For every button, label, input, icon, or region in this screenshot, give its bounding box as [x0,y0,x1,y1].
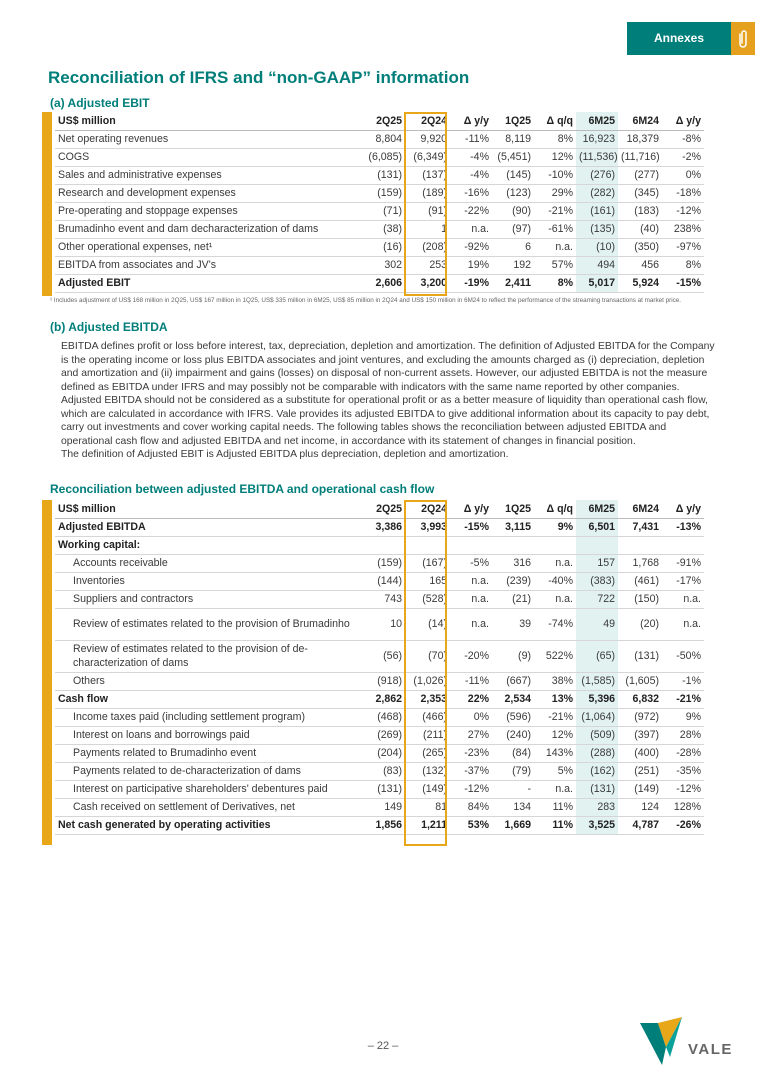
table-cell: 3,993 [405,518,450,536]
description-paragraph-2: The definition of Adjusted EBIT is Adjusted EBITDA plus depreciation, depletion and amortization. [61,449,509,460]
table-cell: (11,536) [576,148,618,166]
table-row [55,798,704,816]
table-cell: (97) [492,220,534,238]
table-cell: 9,920 [405,130,450,148]
table-cell: 316 [492,554,534,572]
table-cell: (1,605) [618,672,662,690]
table-row [55,708,704,726]
table-row [55,220,704,238]
row-label: Other operational expenses, net¹ [55,238,362,256]
table-cell: (239) [492,572,534,590]
column-header: 2Q24 [405,500,450,518]
table-cell: 8,119 [492,130,534,148]
column-header: 6M25 [576,112,618,130]
table-cell: (265) [405,744,450,762]
column-header: 1Q25 [492,500,534,518]
row-label: Brumadinho event and dam decharacterization of dams [55,220,362,238]
row-label: Cash flow [55,690,362,708]
column-header: Δ y/y [450,112,492,130]
adjusted-ebit-table [55,112,704,293]
table-cell: (528) [405,590,450,608]
row-label: COGS [55,148,362,166]
table-cell: -11% [450,672,492,690]
table-cell: 3,115 [492,518,534,536]
table-cell: 2,606 [362,274,405,292]
row-label: Adjusted EBITDA [55,518,362,536]
table-cell: -5% [450,554,492,572]
table-row [55,184,704,202]
table-cell: 10 [362,608,405,640]
table-cell: (1,064) [576,708,618,726]
table-cell: -12% [662,202,704,220]
table-cell: 283 [576,798,618,816]
table-cell: (71) [362,202,405,220]
table-cell: -17% [662,572,704,590]
table-row [55,554,704,572]
table-cell: -37% [450,762,492,780]
column-header: Δ q/q [534,500,576,518]
table-cell: 5% [534,762,576,780]
column-header: 2Q25 [362,500,405,518]
table-row [55,148,704,166]
table-cell: 302 [362,256,405,274]
table-cell: n.a. [534,554,576,572]
table-cell: (131) [576,780,618,798]
table-cell: 53% [450,816,492,834]
table-cell: n.a. [534,590,576,608]
table-cell [362,536,405,554]
row-label: Accounts receivable [55,554,362,572]
table-cell: 49 [576,608,618,640]
table-cell: -74% [534,608,576,640]
table-cell: 84% [450,798,492,816]
table-cell: 8,804 [362,130,405,148]
table-cell: (159) [362,554,405,572]
table-cell: (667) [492,672,534,690]
table-cell: 238% [662,220,704,238]
table-cell: -11% [450,130,492,148]
table-cell: 13% [534,690,576,708]
table-cell: (84) [492,744,534,762]
table-cell: n.a. [534,238,576,256]
column-header: 2Q24 [405,112,450,130]
table-cell: (149) [618,780,662,798]
table-cell: -19% [450,274,492,292]
table-cell: 18,379 [618,130,662,148]
table-cell: (972) [618,708,662,726]
column-header: 6M25 [576,500,618,518]
table-cell: -91% [662,554,704,572]
row-label: Cash received on settlement of Derivatives, net [55,798,362,816]
table-cell: 134 [492,798,534,816]
table-cell: (251) [618,762,662,780]
table-row [55,762,704,780]
table-cell: -61% [534,220,576,238]
table-cell: (145) [492,166,534,184]
table-cell: -12% [662,780,704,798]
table-cell: 39 [492,608,534,640]
table-cell: 157 [576,554,618,572]
table-cell: (509) [576,726,618,744]
table-cell: -21% [534,708,576,726]
table-cell: (276) [576,166,618,184]
table-cell: (40) [618,220,662,238]
row-label: Payments related to de-characterization of dams [55,762,362,780]
table-cell: (6,085) [362,148,405,166]
table-cell: -2% [662,148,704,166]
table-cell: (14) [405,608,450,640]
column-header: Δ y/y [450,500,492,518]
table-cell: (131) [362,166,405,184]
table-cell: 3,200 [405,274,450,292]
row-label: Sales and administrative expenses [55,166,362,184]
table-accent-bar [42,112,52,296]
column-header: 6M24 [618,500,662,518]
table-cell: (1,585) [576,672,618,690]
table-row [55,590,704,608]
table-cell: -50% [662,640,704,672]
row-label: Research and development expenses [55,184,362,202]
table-cell: (149) [405,780,450,798]
table-cell: -13% [662,518,704,536]
table-cell: (20) [618,608,662,640]
table-row [55,572,704,590]
table-row [55,816,704,834]
table-cell: 722 [576,590,618,608]
table-cell: 6 [492,238,534,256]
footnote: ¹ Includes adjustment of US$ 168 million in 2Q25, US$ 167 million in 1Q25, US$ 335 million in 6M25, US$ 85 million in 2Q24 and US$ 150 million in 6M24 to reflect the performance of the streaming transactions at market price. [50,297,682,304]
table-cell: -1% [662,672,704,690]
table-cell: 6,501 [576,518,618,536]
table-row [55,744,704,762]
table-cell: 165 [405,572,450,590]
table-cell: -4% [450,148,492,166]
table-cell: (159) [362,184,405,202]
table-cell: (135) [576,220,618,238]
table-cell: 12% [534,726,576,744]
table-cell: (144) [362,572,405,590]
row-label: Working capital: [55,536,362,554]
table-cell: (16) [362,238,405,256]
cash-flow-reconciliation-table [55,500,704,835]
table-cell: n.a. [450,590,492,608]
table-cell: 3,386 [362,518,405,536]
table-cell: 743 [362,590,405,608]
table-cell: (5,451) [492,148,534,166]
table-cell: 1 [405,220,450,238]
table-cell: (1,026) [405,672,450,690]
vale-logo-text: VALE [688,1041,733,1058]
description-paragraph-1: EBITDA defines profit or loss before interest, tax, depreciation, depletion and amortization. The definition of Adjusted EBITDA for the Company is the operating income or loss plus EBITDA associates and joint ventures, and excluding the amounts charged as (i) depreciation, depletion and amortization and (ii) impairment and gains (losses) on disposal of non-current assets. However, our adjusted EBITDA is not the measure defined as EBITDA under IFRS and may possibly not be comparable with indicators with the same name reported by other companies. Adjusted EBITDA should not be considered as a substitute for operational profit or as a better measure of liquidity than operational cash flow, which are calculated in accordance with IFRS. Vale provides its adjusted EBITDA to give additional information about its capacity to pay debt, carry out investments and cover working capital needs. The following tables shows the reconciliation between adjusted EBITDA and operational cash flow and adjusted EBITDA and net income, in accordance with its statement of changes in financial position. [61,341,715,447]
table-cell: (400) [618,744,662,762]
table-cell: (204) [362,744,405,762]
table-cell: 29% [534,184,576,202]
adjusted-ebitda-description [61,340,715,462]
table-cell: 22% [450,690,492,708]
table-cell: 2,353 [405,690,450,708]
table-row [55,274,704,292]
table-cell: -12% [450,780,492,798]
table-cell: 8% [662,256,704,274]
table-cell: -18% [662,184,704,202]
table-row [55,672,704,690]
table-cell: 0% [450,708,492,726]
page-title: Reconciliation of IFRS and “non-GAAP” information [48,68,470,87]
table-cell: (282) [576,184,618,202]
table-cell: n.a. [662,590,704,608]
row-label: Income taxes paid (including settlement program) [55,708,362,726]
table-cell: 1,768 [618,554,662,572]
table-cell: -26% [662,816,704,834]
column-header: Δ y/y [662,500,704,518]
table-row [55,238,704,256]
table-cell: (918) [362,672,405,690]
table-cell: 192 [492,256,534,274]
row-label: Interest on loans and borrowings paid [55,726,362,744]
table-row [55,640,704,672]
row-label: Payments related to Brumadinho event [55,744,362,762]
table-cell: (79) [492,762,534,780]
table-cell: (131) [618,640,662,672]
table-cell: -4% [450,166,492,184]
section-a-title: (a) Adjusted EBIT [50,96,150,110]
row-label: Others [55,672,362,690]
annexes-tab-label: Annexes [653,31,705,45]
column-header-label: US$ million [55,500,362,518]
table-cell: (208) [405,238,450,256]
section-c-title: Reconciliation between adjusted EBITDA and operational cash flow [50,482,435,496]
table-cell [534,536,576,554]
table-row [55,518,704,536]
table-cell: -40% [534,572,576,590]
table-cell: 124 [618,798,662,816]
table-cell: (65) [576,640,618,672]
table-cell: (269) [362,726,405,744]
table-cell: 5,924 [618,274,662,292]
table-cell [576,536,618,554]
table-cell: 8% [534,130,576,148]
column-header: 2Q25 [362,112,405,130]
table-cell: 57% [534,256,576,274]
table-cell: -15% [450,518,492,536]
table-cell: 11% [534,798,576,816]
table-cell: (161) [576,202,618,220]
row-label: Inventories [55,572,362,590]
table-cell: 7,431 [618,518,662,536]
table-cell: (70) [405,640,450,672]
table-cell: (466) [405,708,450,726]
annexes-tab [627,22,747,55]
column-header-label: US$ million [55,112,362,130]
table-cell: -10% [534,166,576,184]
table-cell: 16,923 [576,130,618,148]
row-label: Review of estimates related to the provision of de-characterization of dams [55,640,362,672]
table-cell: (137) [405,166,450,184]
table-row [55,690,704,708]
table-cell: -16% [450,184,492,202]
row-label: Net operating revenues [55,130,362,148]
table-cell: (38) [362,220,405,238]
table-cell: (468) [362,708,405,726]
table-cell: -15% [662,274,704,292]
table-cell: 494 [576,256,618,274]
table-cell: (91) [405,202,450,220]
table-cell: -21% [534,202,576,220]
table-cell: (90) [492,202,534,220]
table-cell: (288) [576,744,618,762]
table-cell: (56) [362,640,405,672]
table-cell: (189) [405,184,450,202]
table-row [55,536,704,554]
row-label: Interest on participative shareholders' debentures paid [55,780,362,798]
table-cell: 27% [450,726,492,744]
table-cell: (9) [492,640,534,672]
table-row [55,166,704,184]
row-label: EBITDA from associates and JV's [55,256,362,274]
table-cell: 9% [534,518,576,536]
table-cell: -21% [662,690,704,708]
table-cell: (21) [492,590,534,608]
table-cell: 28% [662,726,704,744]
table-cell: 1,669 [492,816,534,834]
table-cell: -22% [450,202,492,220]
table-cell: (162) [576,762,618,780]
table-cell: (6,349) [405,148,450,166]
table-cell: (240) [492,726,534,744]
table-cell: 2,534 [492,690,534,708]
table-cell: (83) [362,762,405,780]
table-cell: -28% [662,744,704,762]
row-label: Pre-operating and stoppage expenses [55,202,362,220]
adjusted-ebit-table-wrapper [42,112,704,296]
table-cell: (345) [618,184,662,202]
table-cell: 456 [618,256,662,274]
table-cell [450,536,492,554]
table-cell: 9% [662,708,704,726]
table-cell: 0% [662,166,704,184]
section-b-title: (b) Adjusted EBITDA [50,320,168,334]
table-row [55,256,704,274]
table-row [55,608,704,640]
cash-flow-table-wrapper [42,500,704,845]
row-label: Net cash generated by operating activities [55,816,362,834]
table-cell: 81 [405,798,450,816]
table-cell: n.a. [450,572,492,590]
table-cell: 3,525 [576,816,618,834]
table-cell: -20% [450,640,492,672]
table-cell: -92% [450,238,492,256]
table-row [55,780,704,798]
table-cell: (131) [362,780,405,798]
table-cell: 143% [534,744,576,762]
table-row [55,726,704,744]
column-header: Δ q/q [534,112,576,130]
table-cell: 2,862 [362,690,405,708]
table-cell: - [492,780,534,798]
table-cell: (397) [618,726,662,744]
table-cell: 5,017 [576,274,618,292]
table-cell: (183) [618,202,662,220]
column-header: 1Q25 [492,112,534,130]
page-number: – 22 – [367,1040,399,1052]
table-cell: 128% [662,798,704,816]
table-cell: 5,396 [576,690,618,708]
paperclip-icon [731,22,755,55]
table-cell: 12% [534,148,576,166]
table-cell: (277) [618,166,662,184]
table-cell: (167) [405,554,450,572]
table-cell: (461) [618,572,662,590]
column-header: Δ y/y [662,112,704,130]
table-cell: n.a. [450,608,492,640]
table-cell: 6,832 [618,690,662,708]
table-cell: 4,787 [618,816,662,834]
table-cell: (350) [618,238,662,256]
table-cell: 1,856 [362,816,405,834]
table-cell: 522% [534,640,576,672]
table-cell [405,536,450,554]
table-cell [492,536,534,554]
table-cell: 8% [534,274,576,292]
table-cell: (211) [405,726,450,744]
table-cell: 11% [534,816,576,834]
table-cell: (123) [492,184,534,202]
table-cell: (132) [405,762,450,780]
table-cell: -8% [662,130,704,148]
table-cell: 38% [534,672,576,690]
table-cell: (383) [576,572,618,590]
table-cell: (150) [618,590,662,608]
vale-logo-icon [640,1017,684,1074]
table-cell: (11,716) [618,148,662,166]
row-label: Suppliers and contractors [55,590,362,608]
table-cell: (10) [576,238,618,256]
table-cell: n.a. [450,220,492,238]
table-cell: 1,211 [405,816,450,834]
table-cell: n.a. [662,608,704,640]
column-header: 6M24 [618,112,662,130]
table-cell: 2,411 [492,274,534,292]
table-cell: 253 [405,256,450,274]
table-cell: n.a. [534,780,576,798]
table-cell: 19% [450,256,492,274]
row-label: Review of estimates related to the provision of Brumadinho [55,608,362,640]
table-cell: -23% [450,744,492,762]
table-row [55,130,704,148]
table-cell [662,536,704,554]
table-cell: -97% [662,238,704,256]
table-cell [618,536,662,554]
table-accent-bar [42,500,52,845]
table-cell: (596) [492,708,534,726]
table-cell: 149 [362,798,405,816]
table-cell: -35% [662,762,704,780]
table-row [55,202,704,220]
row-label: Adjusted EBIT [55,274,362,292]
